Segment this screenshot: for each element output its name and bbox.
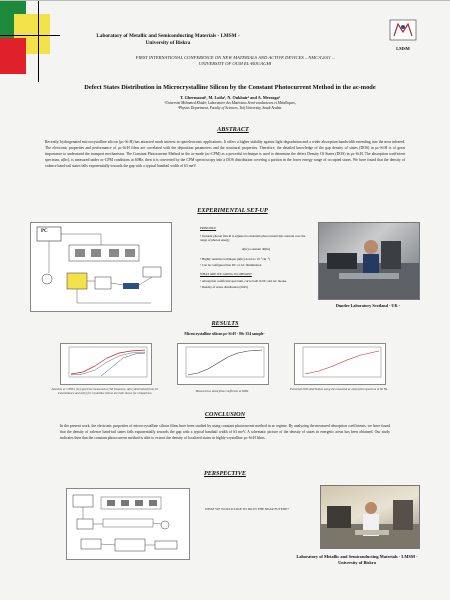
perspective-heading: PERSPECTIVE bbox=[204, 470, 246, 477]
affiliations bbox=[30, 101, 430, 111]
conference-line1: FIRST INTERNATIONAL CONFERENCE ON NEW MATERIALS AND ACTIVE DEVICES – NMCA'2011 – bbox=[135, 55, 335, 60]
what-item-2-text: Density of states distribution (DOS) bbox=[201, 285, 248, 290]
footer-lab bbox=[282, 554, 432, 565]
setup-schematic bbox=[30, 222, 172, 312]
lmsm-logo bbox=[386, 18, 420, 44]
principle-item-1: • Incident photon flux Φ is adjusted to maintain photocurrent Iph constant over the range of photon energy bbox=[200, 234, 306, 243]
affiliation-1: ¹Université Mohamed Khider, Laboratoire des Matériaux Semi-conducteurs et Métalliques, bbox=[164, 101, 296, 105]
photo-caption: Dundee Laboratory Scotland - UK - bbox=[335, 303, 401, 308]
footer-lab-line2: University of Biskra bbox=[338, 559, 376, 565]
conference-line2: UNIVERSITY OF OUM EL-BOUAGHI bbox=[198, 60, 272, 66]
result-caption-2: Measured ac absorption coefficient at 60Hz bbox=[195, 389, 249, 393]
conclusion-heading: CONCLUSION bbox=[204, 411, 246, 418]
principle-item-4-text: Can be configured into DC or AC illumination bbox=[201, 262, 262, 267]
principle-item-4: • Can be configured into DC or AC illumination bbox=[200, 262, 262, 267]
lab-photo bbox=[318, 222, 420, 300]
result-graph-1 bbox=[60, 343, 152, 385]
decor-top-rule bbox=[0, 0, 450, 1]
perspective-text: WHAT WE WOULD LIKE TO DO IN THE NEAR FUTURE? bbox=[205, 507, 289, 511]
decor-black-line-vertical bbox=[38, 0, 39, 82]
affiliation-2: ²Physics Department, Faculty of Sciences, Taif University, Saudi Arabia. bbox=[177, 105, 283, 110]
lab-photo-drawing bbox=[319, 223, 419, 299]
what-item-1-text: Absorption coefficient spectrum, curve both in DC and AC modes. bbox=[201, 279, 287, 284]
perspective-schematic-drawing bbox=[67, 489, 189, 559]
conclusion-text: In the present work, the electronic properties of microcrystalline silicon films have been studied by using constant photocurrent method in ac regime. By analyzing the measured absorption coefficients, we have found that the density of valence band-tail states falls exponentially towards the gap with a typical bandtail width of 63 meV. A schematic picture of the density of states in energetic areas has been obtained. Our study indicates then that the constant photocurrent method is able to extract the density of localized states in highly-crystalline µc-Si:H films. bbox=[60, 424, 390, 440]
logo-label: LMSM bbox=[396, 46, 410, 51]
perspective-photo bbox=[320, 485, 420, 549]
principle-item-1-text: Incident photon flux Φ is adjusted to maintain photocurrent Iph constant over the range of photon energy bbox=[200, 234, 306, 243]
authors: T. Ghermaoui¹, M. Loifa¹, N. Oukhair¹ and A. Merazga² bbox=[180, 95, 280, 100]
abstract-text: Recently, hydrogenated microcrystalline silicon (µc-Si:H) has attracted much interest in optoelectronic applications. It offers a higher stability against light degradation and a wider absorption bandwidth extending into the near infrared. The electronic properties and performance of µc-Si:H films are correlated with the deposition parameters and the structural properties. Therefore, the detailed knowledge of the gap density of states (DOS) in µc-Si:H is of great importance to understand the transport mechanisms. The Constant Photocurrent Method in the ac-mode (ac-CPM) as a powerful technique is used to determine the defect Density Of States (DOS) in µc-Si:H. The absorption coefficient spectrum, α(hν), is measured under ac-CPM conditions at 60Hz, then it is converted by the CPM spectroscopy into a DOS distribution covering a portion in the lower energy range of occupied states. We have found that the density of valence band-tail states falls exponentially towards the gap with a typical bandtail width of 63 meV. bbox=[45, 140, 405, 168]
principle-label: PRINCIPLE bbox=[200, 226, 217, 230]
header-lab bbox=[58, 33, 278, 46]
graph-2-plot bbox=[178, 344, 268, 384]
abstract-heading: ABSTRACT bbox=[217, 126, 249, 133]
principle-item-3-text: Highly sensitive technique (α(hν) down to 10⁻¹cm⁻¹) bbox=[201, 256, 270, 261]
paper-title: Defect States Distribution in Microcrystalline Silicon by the Constant Photocurrent Method in the ac-mode bbox=[84, 84, 376, 91]
principle-item-3: • Highly sensitive technique (α(hν) down to 10⁻¹cm⁻¹) bbox=[200, 256, 270, 261]
header-lab-line2: University of Biskra bbox=[145, 39, 191, 46]
what-item-1: • Absorption coefficient spectrum, curve both in DC and AC modes. bbox=[200, 279, 287, 284]
experimental-heading: EXPERIMENTAL SET-UP bbox=[197, 207, 268, 214]
header-lab-line1: Laboratory of Metallic and Semiconducting Materials - LMSM - bbox=[96, 33, 240, 39]
graph-1-plot bbox=[61, 344, 151, 384]
result-graph-3 bbox=[294, 343, 386, 385]
decor-red-block bbox=[0, 38, 26, 74]
what-label: WHAT ARE WE GOING TO OBTAIN? bbox=[200, 271, 252, 276]
result-caption-3: Extracted DOS distribution using the measured ac absorption spectrum at 60 Hz. bbox=[290, 387, 388, 391]
setup-schematic-drawing bbox=[31, 223, 171, 311]
what-item-2: • Density of states distribution (DOS) bbox=[200, 285, 248, 290]
results-subtitle: Microcrystalline silicon µc-Si:H - 80c 354 sample - bbox=[184, 332, 266, 336]
footer-lab-line1: Laboratory of Metallic and Semiconducting Materials - LMSM - bbox=[296, 554, 418, 559]
principle-item-2: α(hν)=constant /Φ(hν) bbox=[241, 247, 271, 252]
graph-3-plot bbox=[295, 344, 385, 384]
decor-black-line-horizontal bbox=[0, 35, 60, 36]
result-caption-1: Absolute ac CPM α (hν) spectrum measured at f 60 frequency. α(hν) determined from the transmittance and α(hν) for crystalline silicon are both shown for comparison. bbox=[51, 387, 159, 395]
principle-section bbox=[200, 226, 312, 289]
perspective-photo-drawing bbox=[321, 486, 419, 548]
results-heading: RESULTS bbox=[211, 320, 239, 327]
pc-label: PC bbox=[41, 229, 48, 234]
result-graph-2 bbox=[177, 343, 269, 385]
conference-info bbox=[40, 55, 430, 67]
perspective-schematic bbox=[66, 488, 190, 560]
